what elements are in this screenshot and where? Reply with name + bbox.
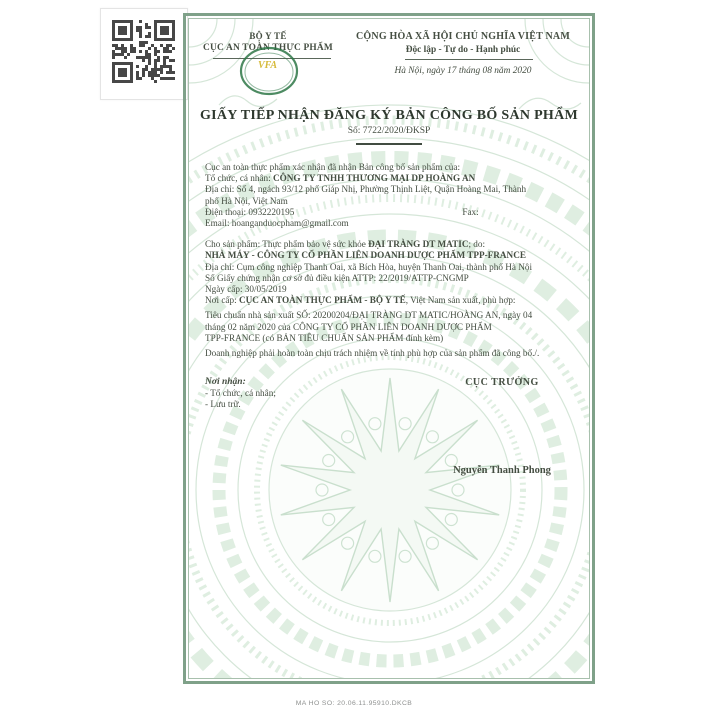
body-text bbox=[205, 162, 583, 359]
recipient-item: - Lưu trữ. bbox=[205, 398, 241, 409]
certificate-frame bbox=[183, 13, 595, 684]
body-line: Nơi cấp: CỤC AN TOÀN THỰC PHẨM - BỘ Y TẾ, Việt Nam sản xuất, phù hợp: bbox=[205, 295, 516, 306]
body-line: Doanh nghiệp phải hoàn toàn chịu trách nhiệm về tính phù hợp của sản phẩm đã công bố./. bbox=[205, 348, 540, 359]
body-line: Địa chỉ: Cụm công nghiệp Thanh Oai, xã Bích Hòa, huyện Thanh Oai, thành phố Hà Nội bbox=[205, 261, 533, 272]
agency-name: CỤC AN TOÀN THỰC PHẨM bbox=[203, 43, 333, 53]
seal-text: VFA bbox=[258, 60, 278, 71]
qr-code-icon bbox=[112, 20, 178, 86]
body-line: TPP-FRANCE (có BẢN TIÊU CHUẨN SẢN PHẨM đính kèm) bbox=[205, 332, 444, 343]
signer-name: Nguyễn Thanh Phong bbox=[453, 465, 551, 476]
body-line: Điện thoại: 0932220195 Fax: bbox=[205, 206, 479, 217]
body-line: Cục an toàn thực phẩm xác nhận đã nhận Bản công bố sản phẩm của: bbox=[205, 162, 461, 172]
signer-title: CỤC TRƯỞNG bbox=[465, 377, 539, 388]
title-rule bbox=[356, 143, 422, 145]
certificate-inner-border bbox=[188, 18, 590, 679]
national-header bbox=[341, 31, 585, 55]
motto-underline bbox=[405, 59, 533, 60]
recipients-block bbox=[205, 377, 375, 409]
body-line: Tổ chức, cá nhân: CÔNG TY TNHH THƯƠNG MẠI DP HOÀNG AN bbox=[205, 173, 476, 184]
certificate-number: Số: 7722/2020/ĐKSP bbox=[347, 126, 431, 136]
body-line: Số Giấy chứng nhận cơ sở đủ điều kiện ATTP: 22/2019/ATTP-CNGMP bbox=[205, 272, 469, 283]
body-line: NHÀ MÁY - CÔNG TY CỔ PHẦN LIÊN DOANH DƯỢC PHẨM TPP-FRANCE bbox=[205, 250, 526, 261]
body-line: Email: hoanganduocpham@gmail.com bbox=[205, 218, 349, 229]
recipient-item: - Tổ chức, cá nhân; bbox=[205, 388, 276, 398]
date-line: Hà Nội, ngày 17 tháng 08 năm 2020 bbox=[394, 66, 532, 76]
certificate-title: GIẤY TIẾP NHẬN ĐĂNG KÝ BẢN CÔNG BỐ SẢN PHẨM bbox=[199, 108, 579, 123]
body-line: Tiêu chuẩn nhà sản xuất SỐ: 20200204/ĐẠI TRÀNG DT MATIC/HOÀNG AN, ngày 04 bbox=[205, 310, 533, 321]
file-code-caption: MA HO SO: 20.06.11.95910.DKCB bbox=[295, 700, 413, 707]
body-line: Địa chỉ: Số 4, ngách 93/12 phố Giáp Nhị, Phường Thịnh Liệt, Quận Hoàng Mai, Thành bbox=[205, 184, 527, 195]
body-line: Ngày cấp: 30/05/2019 bbox=[205, 284, 287, 295]
body-line: phố Hà Nội, Việt Nam bbox=[205, 195, 288, 206]
national-title: CỘNG HÒA XÃ HỘI CHỦ NGHĨA VIỆT NAM bbox=[356, 31, 570, 42]
recipients-label: Nơi nhận: bbox=[205, 377, 246, 387]
qr-label bbox=[100, 8, 188, 100]
national-motto: Độc lập - Tự do - Hạnh phúc bbox=[405, 45, 521, 55]
vfa-seal bbox=[238, 44, 302, 98]
body-line: tháng 02 năm 2020 của CÔNG TY CỔ PHẦN LIÊN DOANH DƯỢC PHẨM bbox=[205, 321, 492, 332]
ministry-name: BỘ Y TẾ bbox=[249, 31, 287, 41]
body-line: Cho sản phẩm: Thực phẩm bảo vệ sức khỏe ĐẠI TRÀNG DT MATIC; do: bbox=[205, 239, 486, 250]
